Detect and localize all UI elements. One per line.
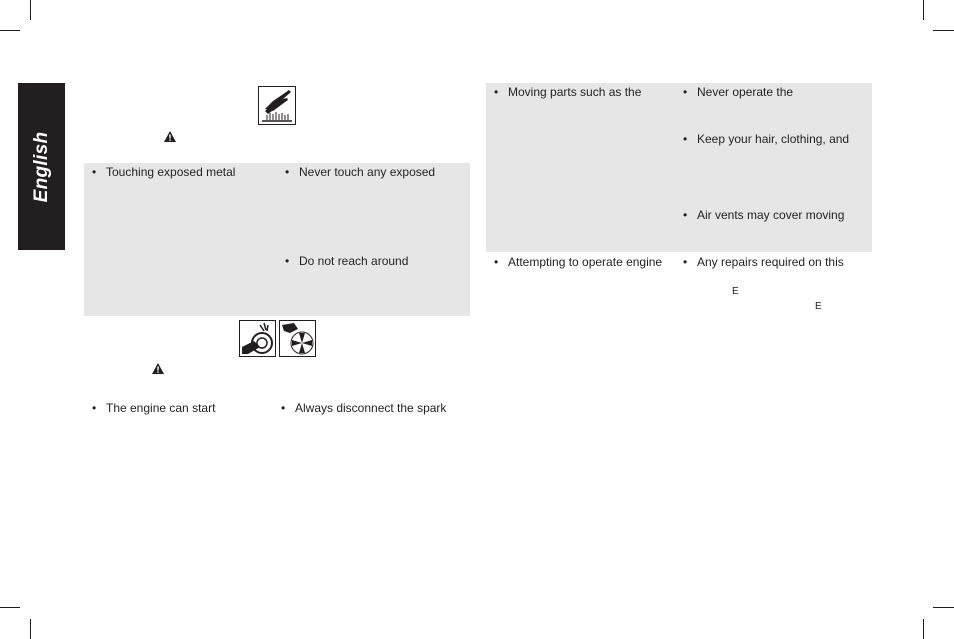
hazard-item: • The engine can start xyxy=(92,401,216,415)
crop-mark xyxy=(30,619,31,639)
language-tab-label: English xyxy=(30,131,52,202)
warning-triangle-icon xyxy=(164,131,176,142)
crop-mark xyxy=(923,619,924,639)
warning-triangle-icon xyxy=(152,363,164,374)
prevention-item: • Air vents may cover moving xyxy=(683,208,845,222)
hazard-item: • Touching exposed metal xyxy=(92,165,236,179)
prevention-item: • Keep your hair, clothing, and xyxy=(683,132,850,146)
prevention-item: • Any repairs required on this xyxy=(683,255,844,269)
reference-mark: E xyxy=(815,301,822,312)
crop-mark xyxy=(0,607,20,608)
crop-mark xyxy=(0,30,20,31)
crop-mark xyxy=(933,607,954,608)
hazard-item: • Attempting to operate engine xyxy=(494,255,663,269)
fan-blade-hand-icon xyxy=(279,320,316,357)
hazard-item: • Moving parts such as the xyxy=(494,85,642,99)
crop-mark xyxy=(923,0,924,20)
hot-surface-hand-icon xyxy=(258,86,296,125)
reference-mark: E xyxy=(732,286,739,297)
prevention-item: • Do not reach around xyxy=(285,254,409,268)
language-tab xyxy=(18,83,65,250)
moving-parts-table xyxy=(486,83,872,252)
prevention-item: • Never touch any exposed xyxy=(285,165,436,179)
crop-mark xyxy=(933,30,954,31)
prevention-item: • Always disconnect the spark xyxy=(281,401,447,415)
entanglement-belt-icon xyxy=(239,320,276,357)
crop-mark xyxy=(30,0,31,20)
hot-surface-table xyxy=(84,163,470,316)
prevention-item: • Never operate the xyxy=(683,85,794,99)
